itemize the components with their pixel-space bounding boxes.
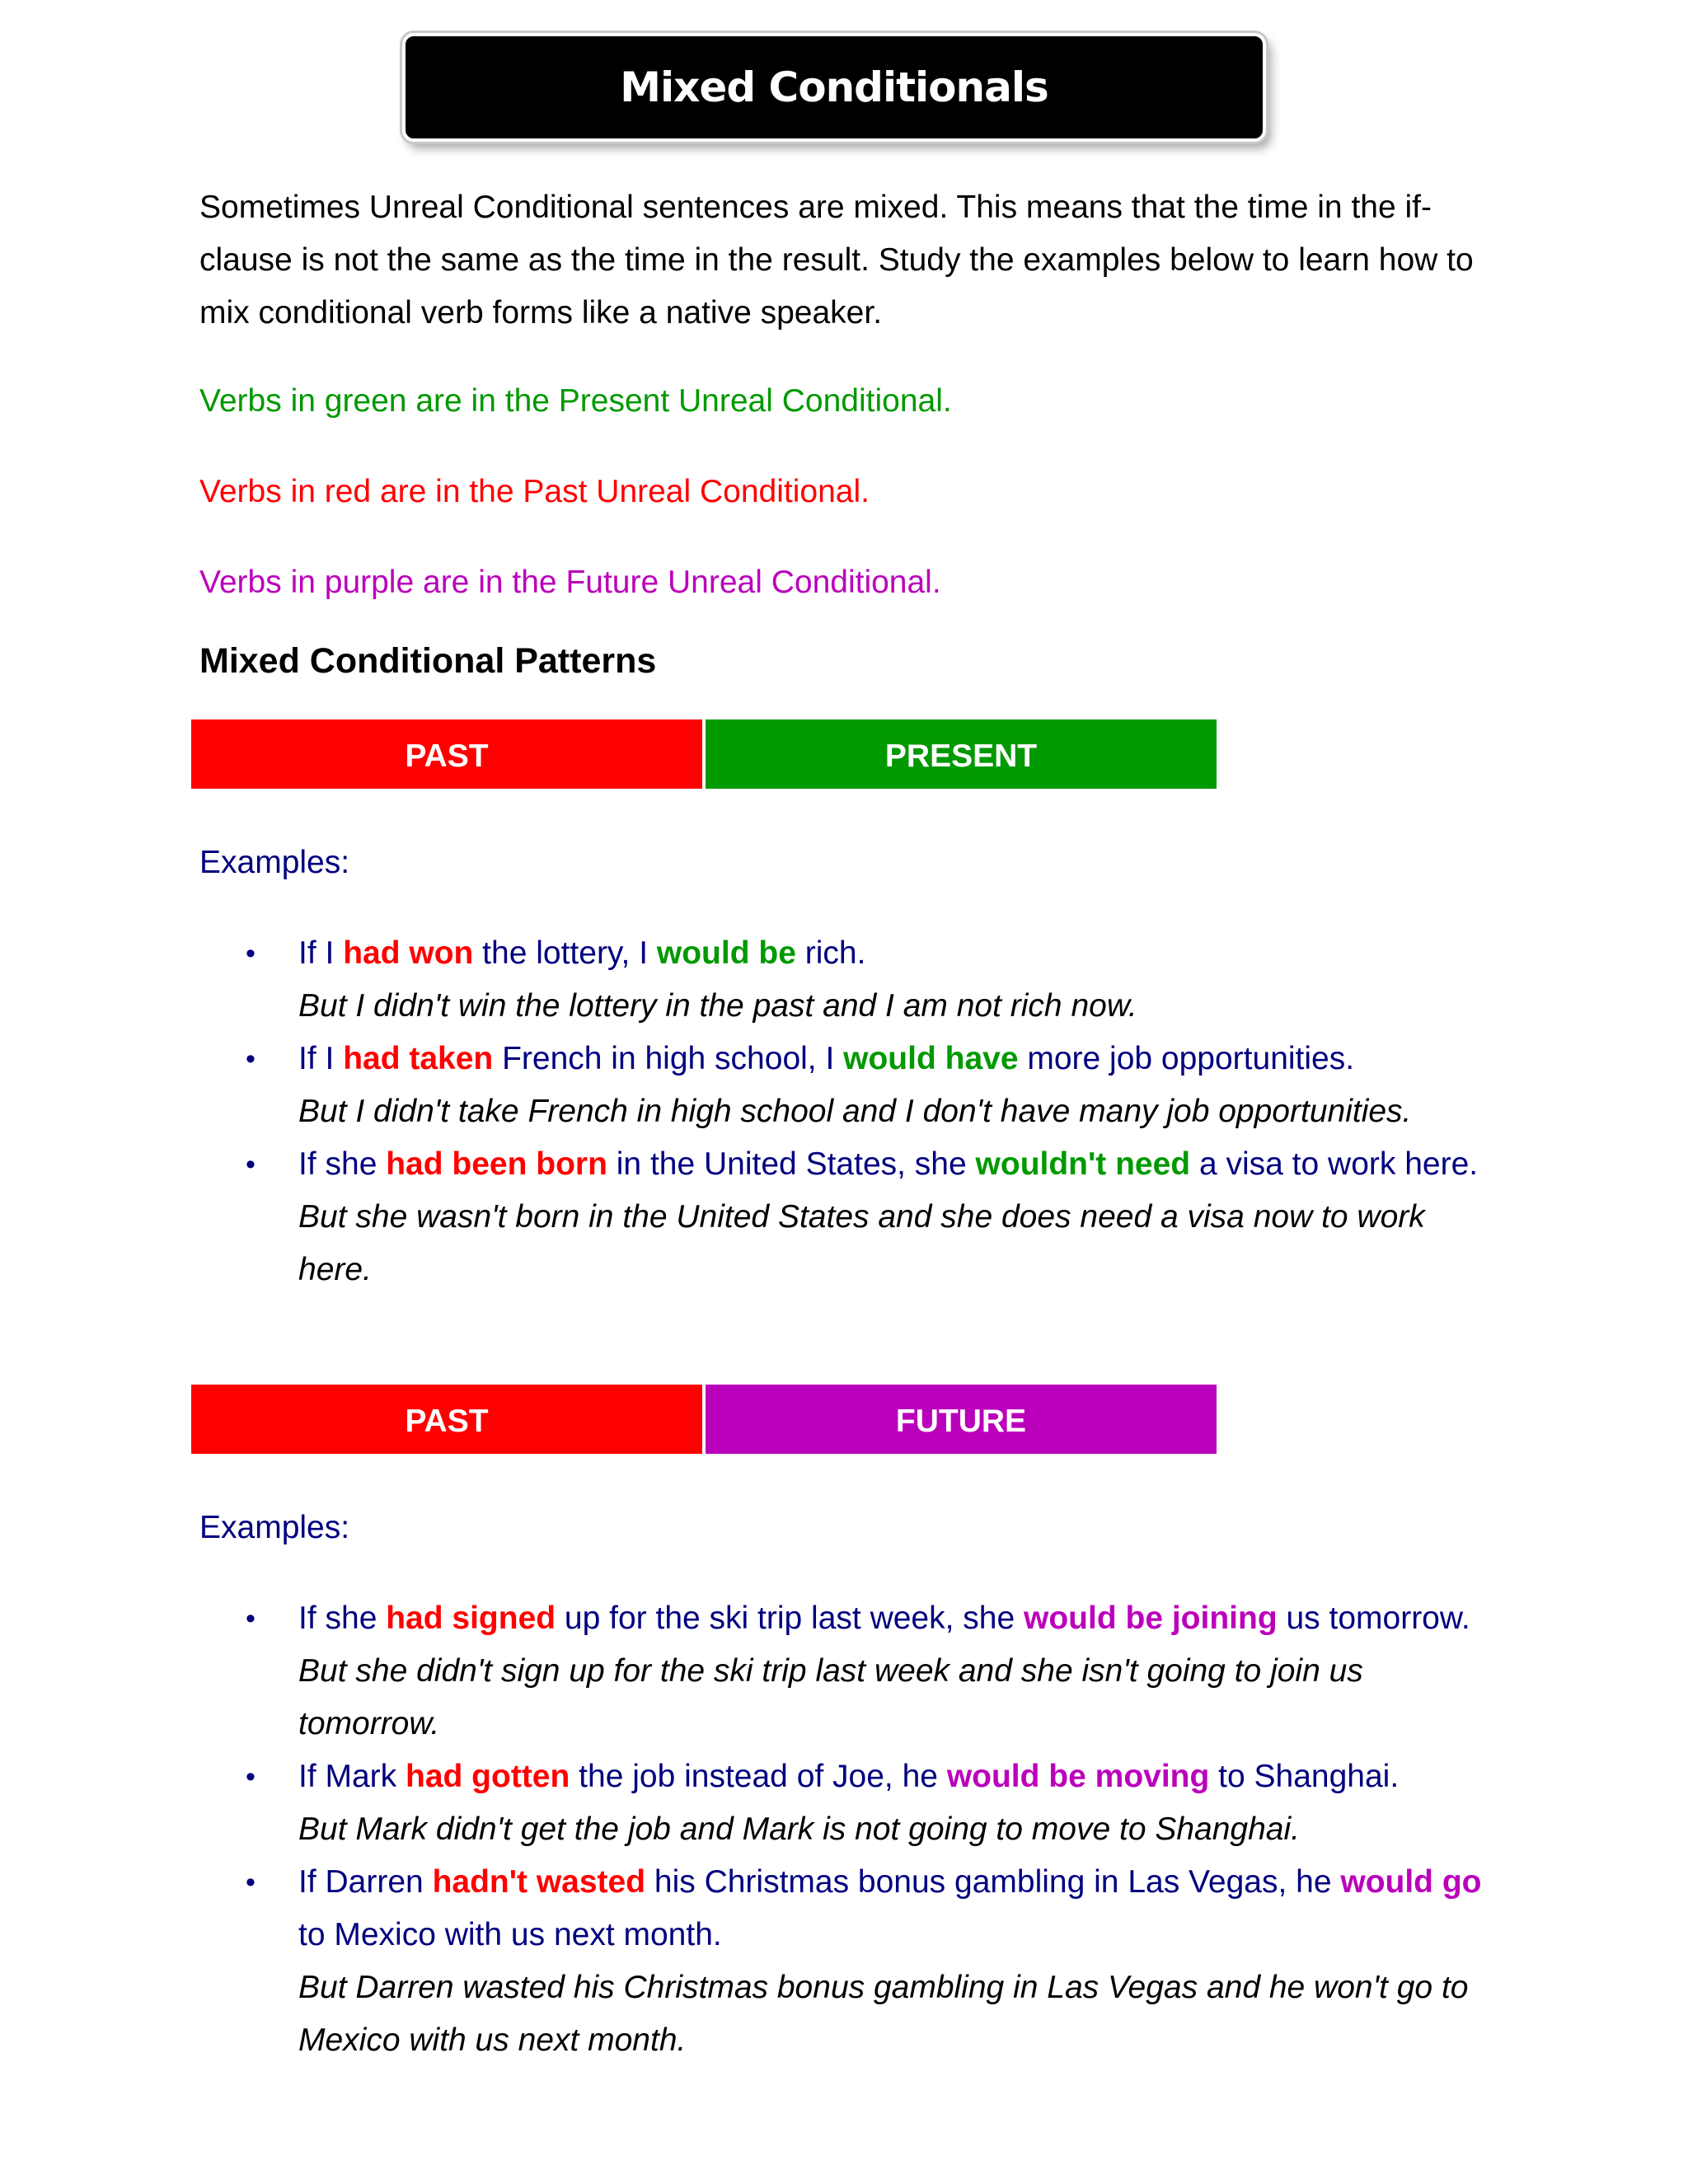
list-item: • If I had taken French in high school, I would have more job opportunities. But I didn't take French in high school and I don't have many job opportunities. — [199, 1033, 1493, 1138]
legend-green: Verbs in green are in the Present Unreal Conditional. — [199, 383, 952, 419]
band-label-present: PRESENT — [706, 719, 1217, 789]
examples-label: Examples: — [199, 1510, 350, 1545]
list-item: • If she had been born in the United States, she wouldn't need a visa to work here. But she wasn't born in the United States and she does need a visa now to work here. — [199, 1138, 1493, 1296]
legend-red: Verbs in red are in the Past Unreal Conditional. — [199, 474, 870, 509]
present-verb: would have — [843, 1041, 1019, 1076]
past-verb: had signed — [386, 1601, 556, 1636]
patterns-heading: Mixed Conditional Patterns — [199, 641, 657, 681]
pattern-band-past-present — [191, 719, 1217, 789]
intro-paragraph: Sometimes Unreal Conditional sentences are mixed. This means that the time in the if-clause is not the same as the time in the result. Study the examples below to learn how to mix conditional verb forms like a native speaker. — [199, 190, 1474, 330]
band-label-past: PAST — [191, 1385, 702, 1454]
explanation: But she wasn't born in the United States and she does need a visa now to work here. — [298, 1199, 1425, 1287]
explanation: But I didn't take French in high school and I don't have many job opportunities. — [298, 1094, 1412, 1129]
future-verb: would go — [1340, 1864, 1482, 1900]
band-label-future: FUTURE — [706, 1385, 1217, 1454]
past-verb: had gotten — [406, 1759, 570, 1794]
legend-purple: Verbs in purple are in the Future Unreal Conditional. — [199, 565, 941, 600]
past-verb: hadn't wasted — [432, 1864, 646, 1900]
explanation: But Darren wasted his Christmas bonus gambling in Las Vegas and he won't go to Mexico with us next month. — [298, 1970, 1469, 2058]
future-verb: would be joining — [1024, 1601, 1278, 1636]
pattern-band-past-future — [191, 1385, 1217, 1454]
present-verb: wouldn't need — [975, 1146, 1191, 1182]
examples-label: Examples: — [199, 845, 350, 880]
past-verb: had taken — [343, 1041, 494, 1076]
list-item: • If she had signed up for the ski trip last week, she would be joining us tomorrow. But she didn't sign up for the ski trip last week and she isn't going to join us tomorrow. — [199, 1592, 1493, 1750]
past-verb: had won — [343, 935, 474, 971]
explanation: But I didn't win the lottery in the past and I am not rich now. — [298, 988, 1137, 1024]
examples-list-past-future — [199, 1592, 1493, 2067]
explanation: But Mark didn't get the job and Mark is not going to move to Shanghai. — [298, 1811, 1300, 1847]
explanation: But she didn't sign up for the ski trip last week and she isn't going to join us tomorrow. — [298, 1653, 1363, 1741]
band-label-past: PAST — [191, 719, 702, 789]
list-item: • If Mark had gotten the job instead of Joe, he would be moving to Shanghai. But Mark didn't get the job and Mark is not going to move to Shanghai. — [199, 1750, 1493, 1856]
list-item: • If I had won the lottery, I would be rich. But I didn't win the lottery in the past and I am not rich now. — [199, 927, 1493, 1033]
future-verb: would be moving — [946, 1759, 1210, 1794]
present-verb: would be — [656, 935, 796, 971]
examples-list-past-present — [199, 927, 1493, 1296]
list-item: • If Darren hadn't wasted his Christmas bonus gambling in Las Vegas, he would go to Mexico with us next month. But Darren wasted his Christmas bonus gambling in Las Vegas and he won't go to Mexico with us next month. — [199, 1856, 1493, 2067]
page-title: Mixed Conditionals — [402, 33, 1266, 142]
past-verb: had been born — [386, 1146, 607, 1182]
